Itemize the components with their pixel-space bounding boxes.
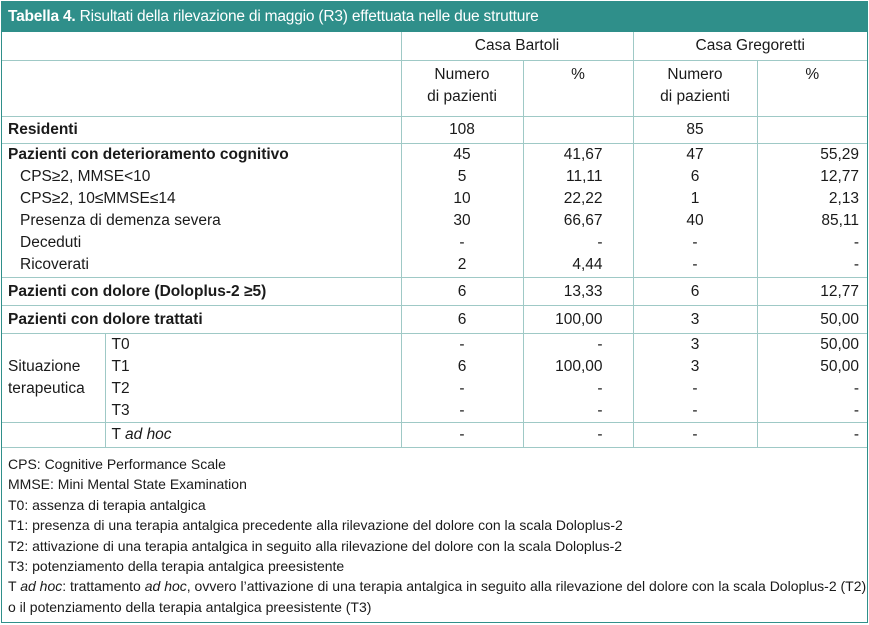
row-situazione-t3 xyxy=(2,400,867,423)
adhoc-prefix: T xyxy=(111,426,121,443)
header-numero-line2: di pazienti xyxy=(660,88,730,105)
header-percent-gregoretti: % xyxy=(757,61,867,117)
row-label: Pazienti con deterioramento cognitivo xyxy=(2,144,401,167)
row-label: CPS≥2, MMSE<10 xyxy=(2,166,401,188)
cell-bartoli-pct: 41,67 xyxy=(523,144,633,167)
row-label: Residenti xyxy=(2,117,401,144)
header-numero-bartoli xyxy=(401,61,523,117)
therapy-code: T2 xyxy=(105,378,401,400)
header-casa-bartoli: Casa Bartoli xyxy=(401,32,633,61)
footnotes xyxy=(2,447,867,617)
row-situazione-t0 xyxy=(2,334,867,357)
footnote-cps: CPS: Cognitive Performance Scale xyxy=(8,456,226,472)
header-row-sub xyxy=(2,61,867,117)
footnote-adhoc-italic2: ad hoc xyxy=(144,578,187,595)
footnote-adhoc-mid: : trattamento xyxy=(62,578,145,595)
cell-bartoli-n: 6 xyxy=(401,356,523,378)
row-situazione-t1 xyxy=(2,356,867,378)
cell-bartoli-n: 30 xyxy=(401,210,523,232)
cell-bartoli-pct: 66,67 xyxy=(523,210,633,232)
cell-bartoli-pct xyxy=(523,117,633,144)
cell-bartoli-pct: - xyxy=(523,232,633,254)
cell-gregoretti-n: 6 xyxy=(633,166,757,188)
therapy-code-adhoc xyxy=(105,423,401,448)
cell-bartoli-pct: 100,00 xyxy=(523,356,633,378)
row-label: Pazienti con dolore (Doloplus-2 ≥5) xyxy=(2,278,401,306)
row-label: Ricoverati xyxy=(2,254,401,278)
cell-bartoli-n: 6 xyxy=(401,278,523,306)
cell-gregoretti-n: 1 xyxy=(633,188,757,210)
row-situazione-t2 xyxy=(2,378,867,400)
footnote-adhoc xyxy=(8,576,867,596)
header-numero-line1: Numero xyxy=(667,66,723,83)
cell-bartoli-n: - xyxy=(401,400,523,423)
header-empty xyxy=(2,61,401,117)
cell-gregoretti-pct: - xyxy=(853,234,860,251)
situazione-label-empty xyxy=(2,423,105,448)
row-label: CPS≥2, 10≤MMSE≤14 xyxy=(2,188,401,210)
cell-gregoretti-n: - xyxy=(633,423,757,448)
row-situazione-adhoc xyxy=(2,423,867,448)
header-row-groups xyxy=(2,32,867,61)
row-label: Deceduti xyxy=(2,232,401,254)
cell-gregoretti-pct: - xyxy=(853,426,860,443)
header-numero-line2: di pazienti xyxy=(427,88,497,105)
therapy-code: T1 xyxy=(105,356,401,378)
cell-bartoli-pct: 11,11 xyxy=(523,166,633,188)
row-cps2 xyxy=(2,188,867,210)
header-numero-gregoretti xyxy=(633,61,757,117)
cell-bartoli-pct: 22,22 xyxy=(523,188,633,210)
footnote-t0: T0: assenza di terapia antalgica xyxy=(8,496,206,513)
footnote-mmse: MMSE: Mini Mental State Examination xyxy=(8,476,247,493)
cell-bartoli-n: 6 xyxy=(401,306,523,334)
row-label: Presenza di demenza severa xyxy=(2,210,401,232)
cell-gregoretti-pct: 2,13 xyxy=(828,190,860,207)
row-residenti xyxy=(2,117,867,144)
therapy-code: T3 xyxy=(105,400,401,423)
cell-gregoretti-pct: 50,00 xyxy=(820,358,860,375)
cell-gregoretti-n: - xyxy=(633,378,757,400)
footnote-adhoc-prefix: T xyxy=(8,578,21,595)
header-percent-bartoli: % xyxy=(523,61,633,117)
cell-gregoretti-pct: - xyxy=(853,380,860,397)
table-number: Tabella 4. xyxy=(8,8,76,25)
cell-gregoretti-pct: - xyxy=(853,402,860,419)
cell-bartoli-n: - xyxy=(401,378,523,400)
row-label: Pazienti con dolore trattati xyxy=(2,306,401,334)
footnote-adhoc-line2: o il potenziamento della terapia antalgica preesistente (T3) xyxy=(8,598,372,615)
footnote-t2: T2: attivazione di una terapia antalgica in seguito alla rilevazione del dolore con la scala Doloplus-2 xyxy=(8,537,623,554)
cell-bartoli-n: 2 xyxy=(401,254,523,278)
cell-bartoli-pct: - xyxy=(523,423,633,448)
table-title: Risultati della rilevazione di maggio (R3) effettuata nelle due strutture xyxy=(79,8,539,25)
row-cps1 xyxy=(2,166,867,188)
cell-bartoli-n: 5 xyxy=(401,166,523,188)
row-dolore xyxy=(2,278,867,306)
cell-gregoretti-n: 85 xyxy=(633,117,757,144)
cell-gregoretti-n: 3 xyxy=(633,334,757,357)
footnote-adhoc-rest: , ovvero l’attivazione di una terapia antalgica in seguito alla rilevazione del dolore con la scala Doloplus-2 (T2) xyxy=(186,578,867,595)
therapy-code: T0 xyxy=(105,334,401,357)
cell-bartoli-pct: - xyxy=(523,400,633,423)
cell-gregoretti-pct: 50,00 xyxy=(820,336,860,353)
header-numero-line1: Numero xyxy=(434,66,490,83)
adhoc-italic: ad hoc xyxy=(125,426,172,443)
cell-bartoli-n: - xyxy=(401,423,523,448)
table-title-bar xyxy=(2,2,867,32)
cell-gregoretti-pct: 85,11 xyxy=(821,212,860,229)
row-deceduti xyxy=(2,232,867,254)
cell-bartoli-n: 45 xyxy=(401,144,523,167)
cell-gregoretti-pct: 55,29 xyxy=(820,146,860,163)
cell-gregoretti-pct: 50,00 xyxy=(757,306,867,334)
cell-gregoretti-n: 47 xyxy=(633,144,757,167)
cell-gregoretti-pct: - xyxy=(757,254,867,278)
situazione-label-line2: terapeutica xyxy=(8,380,85,397)
cell-bartoli-pct: - xyxy=(523,378,633,400)
footnote-adhoc-italic1: ad hoc xyxy=(20,578,63,595)
cell-gregoretti-pct: 12,77 xyxy=(820,168,860,185)
cell-bartoli-n: - xyxy=(401,334,523,357)
cell-bartoli-pct: 100,00 xyxy=(523,306,633,334)
cell-gregoretti-n: 3 xyxy=(633,306,757,334)
cell-gregoretti-n: - xyxy=(633,400,757,423)
cell-gregoretti-n: 3 xyxy=(633,356,757,378)
cell-bartoli-pct: 4,44 xyxy=(523,254,633,278)
cell-gregoretti-n: 40 xyxy=(633,210,757,232)
row-demenza xyxy=(2,210,867,232)
cell-gregoretti-pct: 12,77 xyxy=(757,278,867,306)
situazione-label-line1: Situazione xyxy=(8,358,81,375)
row-trattati xyxy=(2,306,867,334)
footnote-t1: T1: presenza di una terapia antalgica precedente alla rilevazione del dolore con la scala Doloplus-2 xyxy=(8,517,623,534)
row-ricoverati xyxy=(2,254,867,278)
row-deterioramento xyxy=(2,144,867,167)
cell-bartoli-pct: - xyxy=(523,334,633,357)
cell-gregoretti-n: - xyxy=(633,232,757,254)
cell-bartoli-n: 10 xyxy=(401,188,523,210)
footnote-t3: T3: potenziamento della terapia antalgica preesistente xyxy=(8,558,345,575)
header-casa-gregoretti: Casa Gregoretti xyxy=(633,32,867,61)
cell-gregoretti-n: - xyxy=(633,254,757,278)
cell-bartoli-n: 108 xyxy=(401,117,523,144)
table-container xyxy=(1,1,868,623)
header-empty xyxy=(2,32,401,61)
results-table xyxy=(2,32,867,447)
cell-bartoli-pct: 13,33 xyxy=(523,278,633,306)
cell-bartoli-n: - xyxy=(401,232,523,254)
cell-gregoretti-pct xyxy=(757,117,867,144)
situazione-label xyxy=(2,334,105,423)
cell-gregoretti-n: 6 xyxy=(633,278,757,306)
